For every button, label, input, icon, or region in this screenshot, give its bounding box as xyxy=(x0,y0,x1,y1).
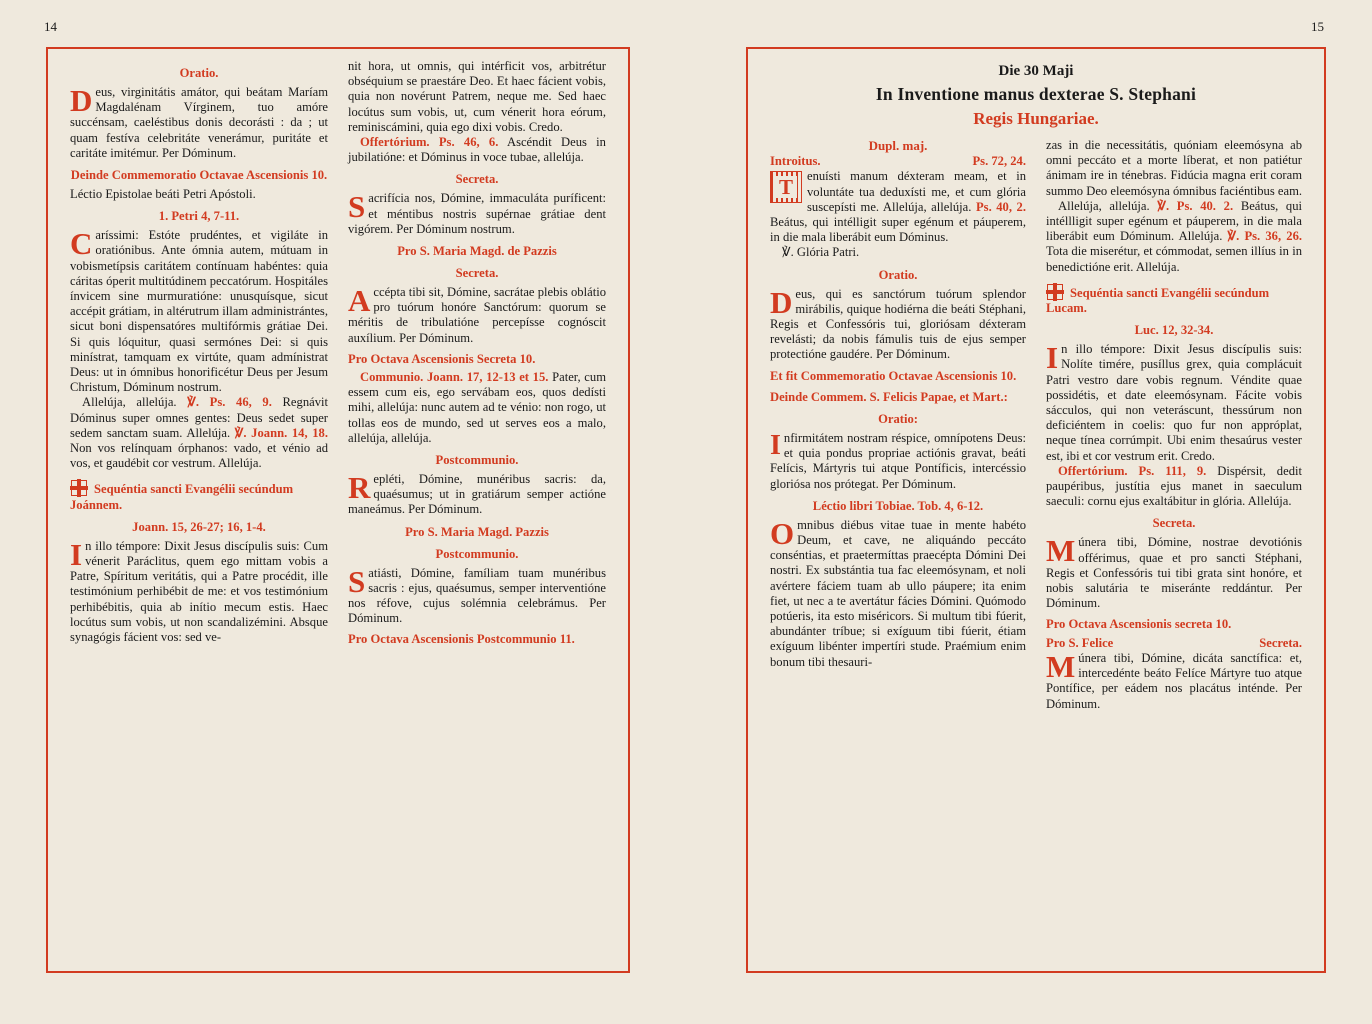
heading-pro-maria-magdalena-pazzis-2: Pro S. Maria Magd. Pazzis xyxy=(405,524,549,539)
alleluia-reference-right-1: ℣. Ps. 40. 2. xyxy=(1157,198,1234,213)
oratio-paragraph-right xyxy=(770,284,1026,363)
right-page xyxy=(686,0,1372,1024)
alleluia-text-right-1: Beátus, qui intéllligit super egénum et páuperem, in die mala liberábit eum Dóminum. Allelúja. xyxy=(1046,198,1303,244)
oratio-felicis-paragraph xyxy=(770,431,1026,492)
left-column-2 xyxy=(338,59,616,963)
lectio-reference: 1. Petri 4, 7-11. xyxy=(158,209,240,224)
gospel-text: n illo témpore: Dixit Jesus discípulis suis: Cum vénerit Paráclitus, quem ego mittam vobis a Patre, Spíritum veritátis, qui a Patre procédit, ille testimónium perhibébit de me: et vos testimónium perhibébitis, quia ab inítio mecum estis. Haec locútus sum vobis, ut non scandalizémini. Absque synagógis fácient vos: sed ve- xyxy=(70,538,328,645)
alleluia-text-right-2: Tota die miserétur, et cómmodat, semen illíus in in benedictióne erit. Allelúja. xyxy=(1046,244,1302,274)
oratio-paragraph xyxy=(70,85,328,161)
dropcap-lectio-tobiae: O xyxy=(770,515,795,551)
heading-pro-octava-secreta: Pro Octava Ascensionis Secreta 10. xyxy=(348,351,536,366)
oratio-text-right: eus, qui es sanctórum tuórum splendor mirábilis, quique hodiérna die beáti Stéphani, Regis et Confessóris tui, gloriósam déxteram revelásti; da nobis fámulis tuis de ejus semper protectióne gaudére. Per Dóminum. xyxy=(770,286,1026,362)
offertorium-paragraph-right xyxy=(1046,464,1302,510)
gospel-paragraph xyxy=(70,536,328,645)
gospel-reference: Joann. 15, 26-27; 16, 1-4. xyxy=(132,519,266,534)
introit-text: enuísti manum déxteram meam, et in voluntáte tua deduxísti me, et cum glória suscepísti me. Allelúja, allelúja. xyxy=(807,169,1026,214)
dropcap-postcommunio-1: R xyxy=(348,470,371,506)
heading-oratio-felicis: Oratio: xyxy=(878,412,918,427)
secreta-1-paragraph xyxy=(348,191,606,237)
communio-label: Communio. Joann. 17, 12-13 et 15. xyxy=(360,370,549,385)
alleluia-text-1: Regnávit Dóminus super omnes gentes: Deus sedet super sedem sanctam suam. Allelúja. xyxy=(70,395,328,440)
heading-lectio-tobiae: Léctio libri Tobiae. Tob. 4, 6-12. xyxy=(812,498,984,513)
secreta-felicis-text: únera tibi, Dómine, dicáta sanctífica: et, intercedénte beáto Felíce Mártyre tuo atque Pontífice, per eádem nos placátus inténde. Per Dóminum. xyxy=(1046,650,1302,711)
alleluia-versicle-ref-1: ℣. Ps. 46, 9. xyxy=(187,395,272,410)
postcommunio-1-paragraph xyxy=(348,472,606,518)
dropcap-gospel: I xyxy=(70,536,83,572)
dropcap-oratio: D xyxy=(70,83,93,118)
feast-rank: Dupl. maj. xyxy=(868,138,928,153)
left-column-1 xyxy=(60,59,338,963)
heading-deinde-commem-felicis: Deinde Commem. S. Felicis Papae, et Mart.: xyxy=(770,389,1008,404)
alleluia-paragraph-1 xyxy=(70,395,328,471)
lectio-epistolae-line: Léctio Epistolae beáti Petri Apóstoli. xyxy=(70,187,256,202)
heading-deinde-commemoratio: Deinde Commemoratio Octavae Ascensionis 10. xyxy=(70,168,328,183)
alleluia-reference-right-2: ℣. Ps. 36, 26. xyxy=(1227,229,1303,244)
postcommunio-1-text: epléti, Dómine, munéribus sacris: da, quaésumus; ut in gratiárum semper actióne maneámus. Per Dóminum. xyxy=(348,472,606,517)
feast-subtitle: Regis Hungariae. xyxy=(973,109,1099,128)
communio-paragraph xyxy=(348,370,606,446)
secreta-2-text: ccépta tibi sit, Dómine, sacrátae plebis oblátio pro tuórum honóre Sanctórum: quorum se méritis de tribulatióne percepísse cognóscit auxílium. Per Dóminum. xyxy=(348,285,606,345)
offertorium-label-right: Offertórium. Ps. 111, 9. xyxy=(1058,463,1207,478)
introit-paragraph xyxy=(770,169,1026,245)
gospel-reference-right: Luc. 12, 32-34. xyxy=(1134,323,1214,338)
heading-pro-octava-secreta-right: Pro Octava Ascensionis secreta 10. xyxy=(1046,617,1232,632)
right-column-2 xyxy=(1036,138,1312,963)
cross-icon xyxy=(70,479,88,497)
sequentia-line-right xyxy=(1046,283,1302,316)
heading-pro-maria-magdalena-pazzis: Pro S. Maria Magd. de Pazzis xyxy=(397,244,557,259)
dropcap-secreta-felicis: M xyxy=(1046,648,1076,684)
dropcap-postcommunio-2: S xyxy=(348,563,366,599)
secreta-paragraph-right xyxy=(1046,535,1302,611)
heading-et-fit-commemoratio: Et fit Commemoratio Octavae Ascensionis 10. xyxy=(770,368,1017,383)
left-page-frame xyxy=(46,47,630,973)
alleluia-label-1: Allelúja, allelúja. xyxy=(82,395,177,410)
alleluia-paragraph-right xyxy=(1046,199,1302,275)
sequentia-line xyxy=(70,479,328,512)
dropcap-secreta-2: A xyxy=(348,283,371,319)
offertorium-paragraph xyxy=(348,135,606,165)
dropcap-oratio-felicis: I xyxy=(770,430,781,462)
feast-title: In Inventione manus dexterae S. Stephani xyxy=(875,84,1197,104)
pro-felice-header xyxy=(1046,636,1302,651)
postcommunio-2-paragraph xyxy=(348,563,606,627)
lectio-tobiae-continuation: zas in die necessitátis, quóniam eleemósyna ab omni peccáto et a morte líberat, et non patiétur ánimam ire in ténebras. Fidúcia magna erit coram summo Deo eleemósyna ómnibus faciéntibus eam. xyxy=(1046,138,1303,198)
left-columns xyxy=(48,49,628,971)
folio-number-left: 14 xyxy=(44,19,57,34)
heading-secreta-right: Secreta. xyxy=(1152,516,1196,531)
secreta-1-text: acrifícia nos, Dómine, immaculáta puríficent: et méntibus nostris supérnae grátiae dent vigórem. Per Dóminum nostrum. xyxy=(348,191,606,236)
heading-postcommunio-2: Postcommunio. xyxy=(435,546,519,561)
communio-text: Pater, cum essem cum eis, ego servábam eos, quos dedísti mihi, allelúja: nunc autem ad te vénio: non rogo, ut tollas eos de mundo, sed ut serves eos a malo, allelúja, allelúja. xyxy=(348,370,606,445)
secreta-felicis-paragraph xyxy=(1046,648,1302,712)
lectio-tobiae-text: mnibus diébus vitae tuae in mente habéto Deum, et cave, ne aliquándo peccáto conséntias, et praetermíttas praecépta Dómini Dei nostri. Ex substántia tua fac eleemósynam, et noli avértere fáciem tuam ab ullo páupere; ita enim fiet, ut nec a te avertátur fácies Dómini. Quómodo potúeris, ita esto miséricors. Si multum tibi fúerit, abundánter tríbue; si exíguum tibi fúerit, étiam exíguum libénter impertíri stude. Praémium enim bonum tibi thesauri- xyxy=(770,517,1026,669)
alleluia-label-right-1: Allelúja, allelúja. xyxy=(1058,198,1150,213)
right-page-frame xyxy=(746,47,1326,973)
introitus-label: Introitus. xyxy=(770,154,821,169)
dropcap-epistle: C xyxy=(70,226,93,262)
epistle-text: aríssimi: Estóte prudéntes, et vigiláte in oratiónibus. Ante ómnia autem, mútuam in vobismetípsis caritátem contínuam habéntes: quia cáritas óperit multitúdinem peccatórum. Hospitáles ínvicem sine murmuratióne: unusquísque, sicut accépit grátiam, in altérutrum illam administrántes, sicut boni dispensatóres multifórmis grátiae Dei. Si quis lóquitur, quasi sermónes Dei: si quis minístrat, tamquam ex virtúte, quam admínistrat Deus: ut in ómnibus honorificétur Deus per Jesum Christum, Dóminum nostrum. xyxy=(70,228,328,395)
right-content xyxy=(748,49,1324,971)
epistle-paragraph xyxy=(70,228,328,395)
dropcap-secreta-1: S xyxy=(348,189,366,225)
heading-secreta-1: Secreta. xyxy=(455,172,499,187)
gloria-patri-line: ℣. Glória Patri. xyxy=(782,245,860,260)
introitus-reference: Ps. 72, 24. xyxy=(972,154,1026,169)
alleluia-versicle-ref-2: ℣. Joann. 14, 18. xyxy=(234,425,329,440)
dropcap-oratio-right: D xyxy=(770,284,793,320)
gospel-paragraph-right xyxy=(1046,342,1302,464)
right-columns xyxy=(760,138,1312,963)
dropcap-gospel-right: I xyxy=(1046,340,1059,376)
secreta-text-right: únera tibi, Dómine, nostrae devotiónis offérimus, quae et pro sancti Stéphani, Regis et Confessóris tui tibi grata sint honóre, et nobis salutária te miseránte reddántur. Per Dóminum. xyxy=(1046,535,1302,611)
introit-psalm-reference: Ps. 40, 2. xyxy=(975,199,1027,214)
heading-oratio: Oratio. xyxy=(179,66,219,80)
alleluia-text-2: Non vos relínquam órphanos: vado, et vénio ad vos, et gaudébit cor vestrum. Allelúja. xyxy=(70,441,328,471)
gospel-continuation: nit hora, ut omnis, qui intérficit vos, arbitrétur obséquium se praestáre Deo. Et haec fácient vobis, quia non novérunt Patrem, neque me. Sed haec locútus sum vobis, ut, cum vénerit hora eórum, reminiscámini, quia ego dixi vobis. Credo. xyxy=(348,59,606,134)
pro-felice-label: Pro S. Felice xyxy=(1046,635,1114,650)
offertorium-text-right: Dispérsit, dedit paupéribus, justítia ejus manet in saeculum saeculi: cornu ejus exaltábitur in glória. Allelúja. xyxy=(1046,463,1302,509)
right-column-1 xyxy=(760,138,1036,963)
offertorium-label: Offertórium. Ps. 46, 6. xyxy=(360,135,499,150)
offertorium-text: Ascéndit Deus in jubilatióne: et Dóminus in voce tubae, allelúja. xyxy=(348,135,606,165)
cross-icon-right xyxy=(1046,283,1064,301)
gospel-text-right: n illo témpore: Dixit Jesus discípulis suis: Nolíte timére, pusíllus grex, quia complácuit Patri vestro dare vobis regnum. Véndite quae possidétis, et date eleemósynam. Fácite vobis sácculos, qui non veteráscunt, thessúrum non deficiéntem in coelis: quo fur non appróplat, neque tínea corrúmpit. Ubi enim thesaúrus vester est, ibi et cor vestrum erit. Credo. xyxy=(1046,342,1302,463)
oratio-text: eus, virginitátis amátor, qui beátam Maríam Magdalénam Vírginem, tuo amóre succénsam, caeléstibus donis decorásti : da ; ut quam festíva celebritáte venerámur, puritáte et caritáte imitémur. Per Dóminum. xyxy=(70,85,328,160)
folio-number-right: 15 xyxy=(1311,19,1324,34)
secreta-2-paragraph xyxy=(348,285,606,346)
introit-psalm-text: Beátus, qui intélligit super egénum et páuperem, in die mala liberábit eum Dóminus. xyxy=(770,215,1026,245)
illuminated-initial-t: T xyxy=(770,171,802,203)
sequentia-text: Sequéntia sancti Evangélii secúndum Joánnem. xyxy=(70,482,294,512)
postcommunio-2-text: atiásti, Dómine, famíliam tuam munéribus sacris : ejus, quaésumus, semper interventióne nos réfove, cujus solémnia celebrámus. Per Dóminum. xyxy=(348,565,606,626)
heading-pro-octava-postcommunio: Pro Octava Ascensionis Postcommunio 11. xyxy=(348,632,575,647)
heading-postcommunio-1: Postcommunio. xyxy=(435,453,519,468)
oratio-felicis-text: nfirmitátem nostram réspice, omnípotens Deus: et quia pondus propriae actiónis gravat, beáti Felícis, Mártyris tui atque Pontíficis, intercéssio gloriósa nos prótegat. Per Dóminum. xyxy=(770,431,1026,491)
introitus-header xyxy=(770,154,1026,169)
feast-title-block xyxy=(760,63,1312,134)
sequentia-text-right: Sequéntia sancti Evangélii secúndum Lucam. xyxy=(1046,285,1270,316)
lectio-tobiae-paragraph xyxy=(770,515,1026,670)
dropcap-secreta-right: M xyxy=(1046,533,1076,569)
feast-date: Die 30 Maji xyxy=(998,63,1074,79)
pro-felice-secreta-label: Secreta. xyxy=(1259,635,1302,650)
heading-oratio-right: Oratio. xyxy=(878,267,918,282)
heading-secreta-2: Secreta. xyxy=(455,266,499,281)
